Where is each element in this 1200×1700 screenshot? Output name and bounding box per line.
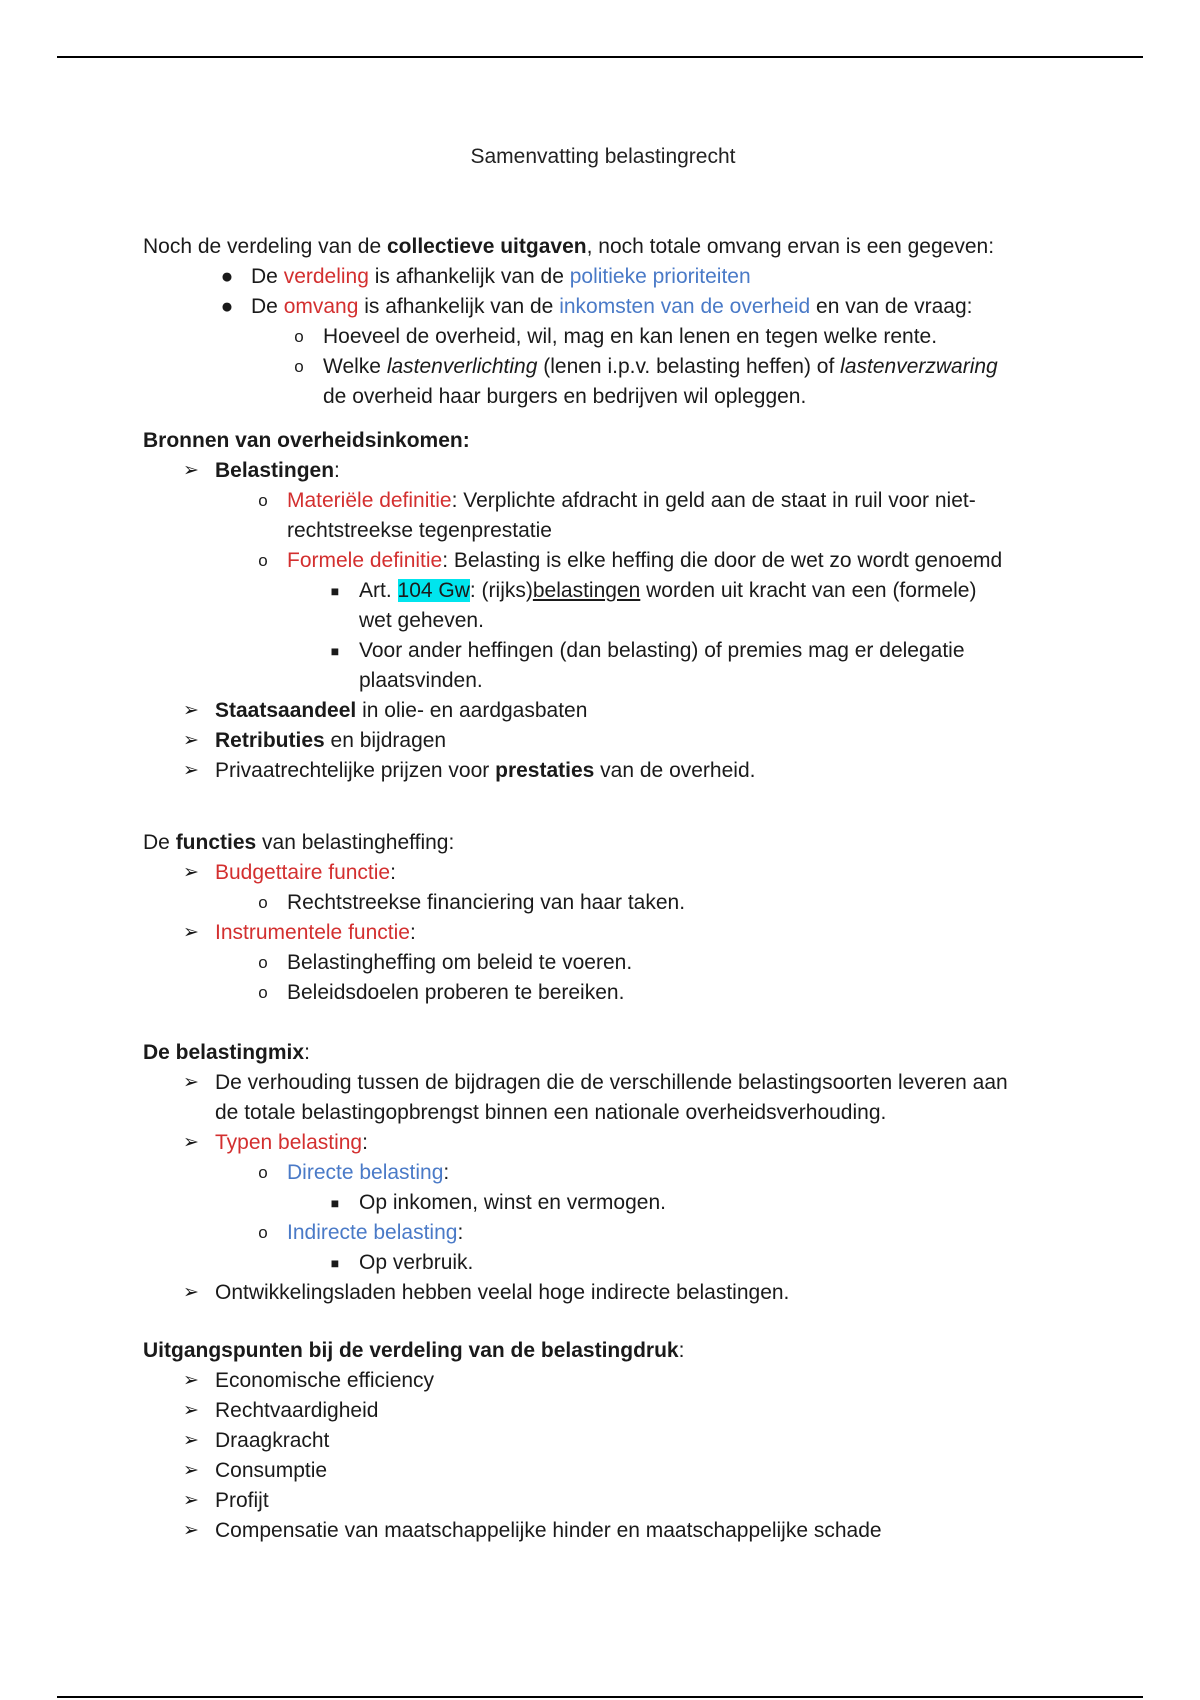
list-item	[143, 1516, 1073, 1546]
text: : Verplichte afdracht in geld aan de staat in ruil voor niet-	[451, 489, 976, 512]
bullet-icon: ●	[220, 265, 234, 288]
text: de overheid haar burgers en bedrijven wil opleggen.	[323, 385, 807, 408]
text: Voor ander heffingen (dan belasting) of premies mag er delegatie	[359, 639, 965, 662]
text: worden uit kracht van een (formele)	[640, 579, 977, 602]
arrow-bullet-icon: ➢	[183, 730, 199, 751]
text: De	[251, 265, 284, 288]
text: Compensatie van maatschappelijke hinder en maatschappelijke schade	[215, 1519, 882, 1542]
text: (lenen i.p.v. belasting heffen) of	[537, 355, 841, 378]
footer-rule	[57, 1696, 1143, 1698]
circle-bullet-icon: o	[258, 893, 268, 912]
arrow-bullet-icon: ➢	[183, 1430, 199, 1451]
list-item	[143, 696, 1073, 726]
circle-bullet-icon: o	[258, 491, 268, 510]
text: Op inkomen, winst en vermogen.	[359, 1191, 666, 1214]
text: van de overheid.	[594, 759, 756, 782]
arrow-bullet-icon: ➢	[183, 760, 199, 781]
document-title: Samenvatting belastingrecht	[470, 145, 736, 168]
text: en van de vraag:	[810, 295, 973, 318]
text: Rechtvaardigheid	[215, 1399, 379, 1422]
list-item	[143, 948, 1073, 978]
list-item	[143, 756, 1073, 786]
arrow-bullet-icon: ➢	[183, 862, 199, 883]
text: Profijt	[215, 1489, 269, 1512]
text: Economische efficiency	[215, 1369, 435, 1392]
section-heading	[143, 1336, 1073, 1366]
list-item	[143, 576, 1073, 636]
text: Rechtstreekse financiering van haar taken.	[287, 891, 686, 914]
bold-text: prestaties	[495, 759, 595, 782]
circle-bullet-icon: o	[294, 357, 304, 376]
list-item	[143, 486, 1073, 546]
red-text: Materiële definitie	[287, 489, 452, 512]
text: de totale belastingopbrengst binnen een nationale overheidsverhouding.	[215, 1101, 887, 1124]
section-heading: Bronnen van overheidsinkomen:	[143, 429, 470, 452]
text: rechtstreekse tegenprestatie	[287, 519, 552, 542]
red-text: verdeling	[283, 265, 369, 288]
list-item	[143, 636, 1073, 696]
list-item	[143, 1248, 1073, 1278]
arrow-bullet-icon: ➢	[183, 1132, 199, 1153]
section-heading	[143, 828, 1073, 858]
text: :	[678, 1339, 685, 1362]
section-tax-mix	[143, 1038, 1073, 1308]
arrow-bullet-icon: ➢	[183, 1490, 199, 1511]
list-item	[143, 1068, 1073, 1128]
arrow-bullet-icon: ➢	[183, 1520, 199, 1541]
red-text: Instrumentele functie	[215, 921, 410, 944]
list-item	[143, 1218, 1073, 1248]
arrow-bullet-icon: ➢	[183, 1282, 199, 1303]
bullet-icon: ●	[220, 295, 234, 318]
section-income-sources	[143, 426, 1073, 786]
square-bullet-icon: ■	[330, 1195, 340, 1211]
blue-text: Directe belasting	[287, 1161, 444, 1184]
square-bullet-icon: ■	[330, 583, 340, 599]
text: Draagkracht	[215, 1429, 330, 1452]
list-item	[143, 978, 1073, 1008]
text: van belastingheffing:	[256, 831, 455, 854]
text: Privaatrechtelijke prijzen voor	[215, 759, 496, 782]
text: in olie- en aardgasbaten	[356, 699, 588, 722]
text: :	[457, 1221, 464, 1244]
section-heading	[143, 1038, 1073, 1068]
text: plaatsvinden.	[359, 669, 483, 692]
circle-bullet-icon: o	[294, 327, 304, 346]
header-rule	[57, 56, 1143, 58]
circle-bullet-icon: o	[258, 551, 268, 570]
circle-bullet-icon: o	[258, 1223, 268, 1242]
bold-text: Staatsaandeel	[215, 699, 357, 722]
text: : Belasting is elke heffing die door de wet zo wordt genoemd	[442, 549, 1003, 572]
text: De	[251, 295, 284, 318]
italic-text: lastenverlichting	[386, 355, 538, 378]
text: :	[443, 1161, 450, 1184]
italic-text: lastenverzwaring	[840, 355, 998, 378]
square-bullet-icon: ■	[330, 1255, 340, 1271]
list-item	[143, 1278, 1073, 1308]
section-collective-spending	[143, 232, 1073, 412]
list-item	[143, 888, 1073, 918]
text: :	[362, 1131, 368, 1154]
circle-bullet-icon: o	[258, 983, 268, 1002]
arrow-bullet-icon: ➢	[183, 1460, 199, 1481]
text: wet geheven.	[359, 609, 484, 632]
text: :	[334, 459, 340, 482]
circle-bullet-icon: o	[258, 953, 268, 972]
text: :	[390, 861, 396, 884]
text: is afhankelijk van de	[358, 295, 560, 318]
list-item	[143, 1366, 1073, 1396]
list-item	[143, 1128, 1073, 1158]
text: De verhouding tussen de bijdragen die de verschillende belastingsoorten leveren aan	[215, 1071, 1008, 1094]
list-item	[143, 918, 1073, 948]
text: Art.	[359, 579, 398, 602]
bold-text: collectieve uitgaven	[387, 235, 587, 258]
arrow-bullet-icon: ➢	[183, 1370, 199, 1391]
bold-text: functies	[175, 831, 257, 854]
circle-bullet-icon: o	[258, 1163, 268, 1182]
section-principles	[143, 1336, 1073, 1546]
list-item	[143, 1396, 1073, 1426]
list-item	[143, 456, 1073, 486]
arrow-bullet-icon: ➢	[183, 922, 199, 943]
list-item	[143, 322, 1073, 352]
list-item	[143, 352, 1073, 412]
list-item	[143, 1486, 1073, 1516]
intro-paragraph	[143, 232, 1073, 262]
arrow-bullet-icon: ➢	[183, 460, 199, 481]
red-text: omvang	[283, 295, 359, 318]
text: Beleidsdoelen proberen te bereiken.	[287, 981, 625, 1004]
square-bullet-icon: ■	[330, 643, 340, 659]
arrow-bullet-icon: ➢	[183, 1072, 199, 1093]
bold-text: Belastingen	[215, 459, 335, 482]
text: Welke	[323, 355, 387, 378]
arrow-bullet-icon: ➢	[183, 700, 199, 721]
list-item	[143, 292, 1073, 322]
text: is afhankelijk van de	[368, 265, 570, 288]
text: Noch de verdeling van de	[143, 235, 387, 258]
list-item	[143, 546, 1073, 576]
text: : (rijks)	[469, 579, 533, 602]
text: :	[304, 1041, 310, 1064]
blue-text: inkomsten van de overheid	[559, 295, 811, 318]
text: en bijdragen	[324, 729, 447, 752]
red-text: Formele definitie	[287, 549, 443, 572]
list-item	[143, 262, 1073, 292]
text: Hoeveel de overheid, wil, mag en kan lenen en tegen welke rente.	[323, 325, 938, 348]
bold-text: Retributies	[215, 729, 325, 752]
text: Consumptie	[215, 1459, 328, 1482]
text: Belastingheffing om beleid te voeren.	[287, 951, 633, 974]
red-text: Budgettaire functie	[215, 861, 391, 884]
text: Ontwikkelingsladen hebben veelal hoge indirecte belastingen.	[215, 1281, 790, 1304]
blue-text: politieke prioriteiten	[569, 265, 751, 288]
text: , noch totale omvang ervan is een gegeven:	[586, 235, 995, 258]
text: :	[409, 921, 416, 944]
blue-text: Indirecte belasting	[287, 1221, 458, 1244]
list-item	[143, 858, 1073, 888]
list-item	[143, 1188, 1073, 1218]
red-text: Typen belasting	[215, 1131, 363, 1154]
text: Op verbruik.	[359, 1251, 474, 1274]
underlined-text: belastingen	[532, 579, 641, 602]
list-item	[143, 1158, 1073, 1188]
list-item	[143, 1456, 1073, 1486]
list-item	[143, 1426, 1073, 1456]
bold-text: De belastingmix	[143, 1041, 305, 1064]
arrow-bullet-icon: ➢	[183, 1400, 199, 1421]
bold-text: Uitgangspunten bij de verdeling van de belastingdruk	[143, 1339, 679, 1362]
list-item	[143, 726, 1073, 756]
section-tax-functions	[143, 828, 1073, 1008]
text: De	[143, 831, 176, 854]
highlighted-text: 104 Gw	[397, 579, 470, 602]
